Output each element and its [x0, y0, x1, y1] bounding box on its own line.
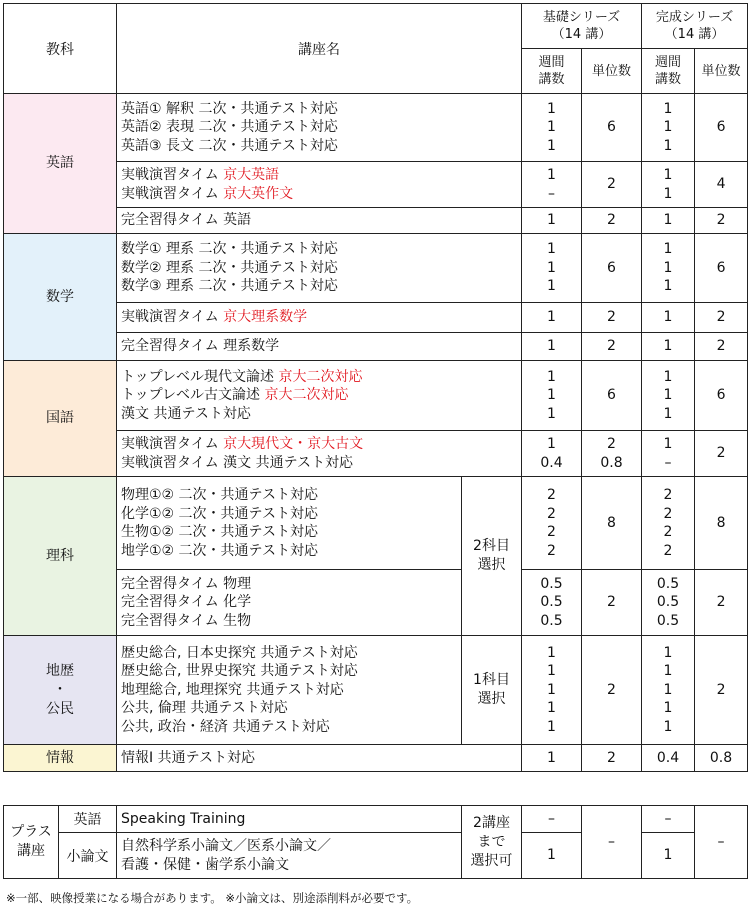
header-subject: 教科	[4, 4, 117, 94]
science-mastery-kiso-weekly: 0.5 0.5 0.5	[522, 570, 582, 636]
english-kansei-weekly: 1 1 1	[642, 94, 695, 162]
japanese-practice-kiso-units: 2 0.8	[582, 431, 642, 477]
plus-title: プラス 講座	[4, 806, 59, 879]
plus-essay-course: 自然科学系小論文／医系小論文／ 看護・保健・歯学系小論文	[117, 833, 462, 879]
subject-math: 数学	[4, 234, 117, 361]
japanese-kansei-weekly: 1 1 1	[642, 361, 695, 431]
english-mastery-kansei-weekly: 1	[642, 208, 695, 234]
science-kansei-units: 8	[695, 477, 748, 570]
plus-english-kiso-weekly: –	[522, 806, 582, 833]
subject-science: 理科	[4, 477, 117, 636]
japanese-practice-kansei-weekly: 1 –	[642, 431, 695, 477]
info-kansei-units: 0.8	[695, 745, 748, 772]
plus-select-note: 2講座 まで 選択可	[462, 806, 522, 879]
math-kiso-weekly: 1 1 1	[522, 234, 582, 303]
plus-english-label: 英語	[59, 806, 117, 833]
math-kansei-weekly: 1 1 1	[642, 234, 695, 303]
english-mastery: 完全習得タイム 英語	[117, 208, 522, 234]
japanese-kiso-weekly: 1 1 1	[522, 361, 582, 431]
science-mastery-kiso-units: 2	[582, 570, 642, 636]
english-kiso-weekly: 1 1 1	[522, 94, 582, 162]
japanese-courses: トップレベル現代文論述 京大二次対応 トップレベル古文論述 京大二次対応 漢文 共通テスト対応	[117, 361, 522, 431]
geo-select-note: 1科目 選択	[462, 636, 522, 745]
info-kiso-units: 2	[582, 745, 642, 772]
subject-information: 情報	[4, 745, 117, 772]
english-mastery-kiso-weekly: 1	[522, 208, 582, 234]
math-mastery-kiso-weekly: 1	[522, 333, 582, 361]
plus-kiso-units: –	[582, 806, 642, 879]
geo-kansei-units: 2	[695, 636, 748, 745]
plus-essay-kansei-weekly: 1	[642, 833, 695, 879]
header-kansei: 完成シリーズ （14 講）	[642, 4, 748, 49]
footnote: ※一部、映像授業になる場合があります。 ※小論文は、別途添削料が必要です。	[6, 891, 419, 905]
math-mastery-kansei-weekly: 1	[642, 333, 695, 361]
science-select-note: 2科目 選択	[462, 477, 522, 636]
math-courses: 数学① 理系 二次・共通テスト対応 数学② 理系 二次・共通テスト対応 数学③ 理系 二次・共通テスト対応	[117, 234, 522, 303]
subject-english: 英語	[4, 94, 117, 234]
header-course: 講座名	[117, 4, 522, 94]
math-practice: 実戦演習タイム 京大理系数学	[117, 303, 522, 333]
japanese-practice: 実戦演習タイム 京大現代文・京大古文 実戦演習タイム 漢文 共通テスト対応	[117, 431, 522, 477]
japanese-kansei-units: 6	[695, 361, 748, 431]
math-mastery-kiso-units: 2	[582, 333, 642, 361]
english-practice-kansei-weekly: 1 1	[642, 162, 695, 208]
english-mastery-kiso-units: 2	[582, 208, 642, 234]
header-kiso-units: 単位数	[582, 49, 642, 94]
japanese-practice-kansei-units: 2	[695, 431, 748, 477]
info-course: 情報Ⅰ 共通テスト対応	[117, 745, 522, 772]
header-kiso: 基礎シリーズ （14 講）	[522, 4, 642, 49]
geo-courses: 歴史総合, 日本史探究 共通テスト対応 歴史総合, 世界史探究 共通テスト対応 地理総合, 地理探究 共通テスト対応 公共, 倫理 共通テスト対応 公共, 政治・経済 共通テスト対応	[117, 636, 462, 745]
english-practice-kiso-units: 2	[582, 162, 642, 208]
math-kansei-units: 6	[695, 234, 748, 303]
info-kiso-weekly: 1	[522, 745, 582, 772]
science-mastery-kansei-units: 2	[695, 570, 748, 636]
science-kiso-units: 8	[582, 477, 642, 570]
geo-kansei-weekly: 1 1 1 1 1	[642, 636, 695, 745]
subject-japanese: 国語	[4, 361, 117, 477]
course-table	[3, 3, 748, 772]
header-kansei-units: 単位数	[695, 49, 748, 94]
japanese-kiso-units: 6	[582, 361, 642, 431]
info-kansei-weekly: 0.4	[642, 745, 695, 772]
math-mastery-kansei-units: 2	[695, 333, 748, 361]
math-mastery: 完全習得タイム 理系数学	[117, 333, 522, 361]
plus-essay-kiso-weekly: 1	[522, 833, 582, 879]
japanese-practice-kiso-weekly: 1 0.4	[522, 431, 582, 477]
math-practice-kiso-weekly: 1	[522, 303, 582, 333]
english-mastery-kansei-units: 2	[695, 208, 748, 234]
science-mastery-kansei-weekly: 0.5 0.5 0.5	[642, 570, 695, 636]
plus-course-table	[3, 805, 748, 879]
english-practice-kansei-units: 4	[695, 162, 748, 208]
science-mastery: 完全習得タイム 物理 完全習得タイム 化学 完全習得タイム 生物	[117, 570, 462, 636]
math-practice-kansei-units: 2	[695, 303, 748, 333]
math-kiso-units: 6	[582, 234, 642, 303]
plus-essay-label: 小論文	[59, 833, 117, 879]
geo-kiso-units: 2	[582, 636, 642, 745]
plus-english-course: Speaking Training	[117, 806, 462, 833]
math-practice-kiso-units: 2	[582, 303, 642, 333]
science-kiso-weekly: 2 2 2 2	[522, 477, 582, 570]
subject-geo-civics: 地歴 ・ 公民	[4, 636, 117, 745]
english-courses: 英語① 解釈 二次・共通テスト対応 英語② 表現 二次・共通テスト対応 英語③ 長文 二次・共通テスト対応	[117, 94, 522, 162]
english-kiso-units: 6	[582, 94, 642, 162]
header-kiso-weekly: 週間 講数	[522, 49, 582, 94]
plus-kansei-units: –	[695, 806, 748, 879]
science-kansei-weekly: 2 2 2 2	[642, 477, 695, 570]
plus-english-kansei-weekly: –	[642, 806, 695, 833]
english-practice-kiso-weekly: 1 –	[522, 162, 582, 208]
header-kansei-weekly: 週間 講数	[642, 49, 695, 94]
geo-kiso-weekly: 1 1 1 1 1	[522, 636, 582, 745]
math-practice-kansei-weekly: 1	[642, 303, 695, 333]
science-courses: 物理①② 二次・共通テスト対応 化学①② 二次・共通テスト対応 生物①② 二次・共通テスト対応 地学①② 二次・共通テスト対応	[117, 477, 462, 570]
english-practice: 実戦演習タイム 京大英語 実戦演習タイム 京大英作文	[117, 162, 522, 208]
english-kansei-units: 6	[695, 94, 748, 162]
